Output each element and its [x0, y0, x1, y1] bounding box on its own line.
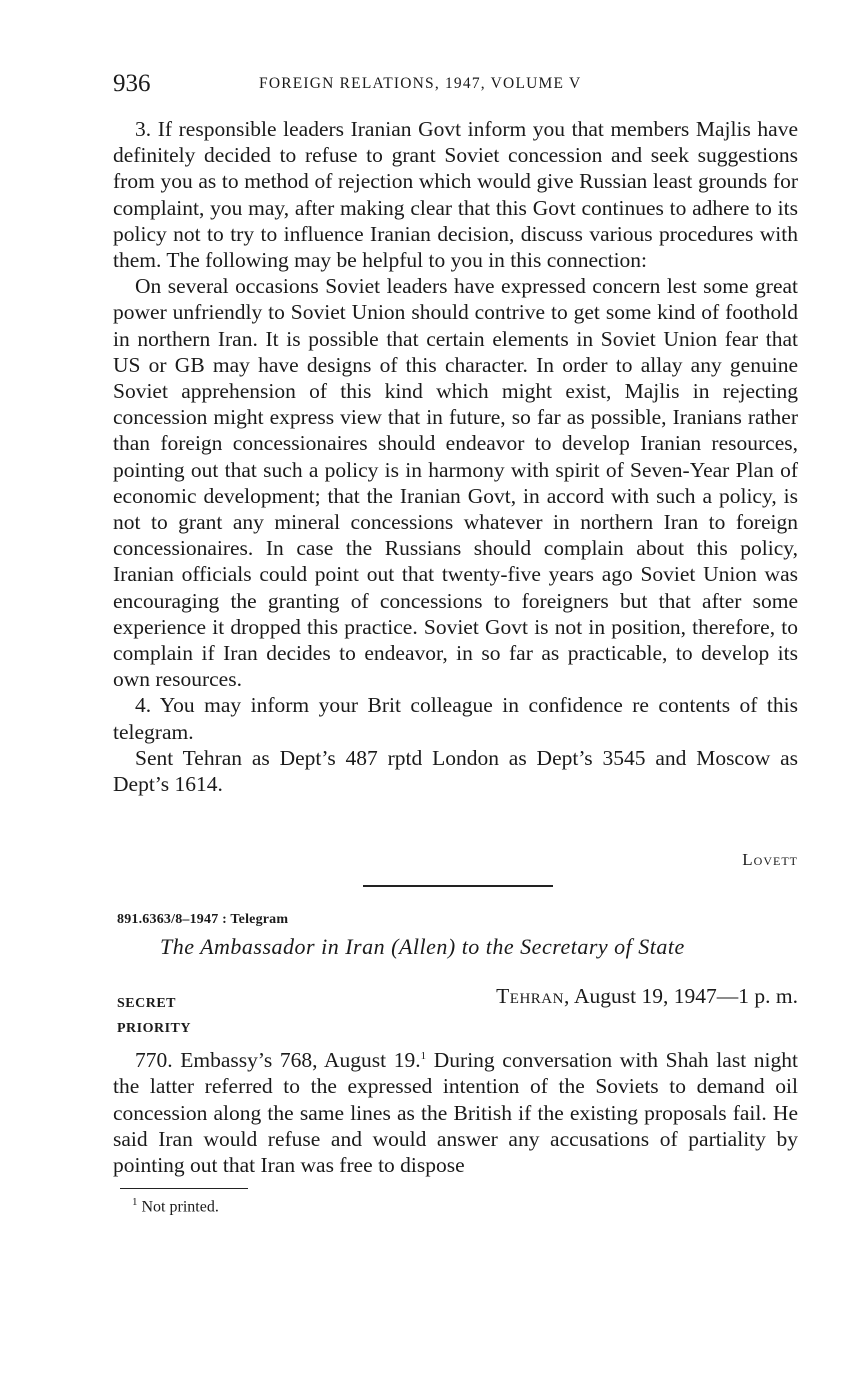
dateline-date: August 19, 1947—1 p. m. [569, 984, 798, 1008]
page-header [113, 70, 803, 100]
document-title: The Ambassador in Iran (Allen) to the Secretary of State [160, 934, 685, 959]
footnote-text: Not printed. [137, 1198, 219, 1216]
footnote [132, 1196, 219, 1216]
classification-block [117, 991, 191, 1041]
body-rest: During conversation with Shah last night the latter referred to the expressed intention of the Soviets to demand oil concession along the same lines as the British if the existing proposals fail. He said Iran would refuse and would answer any accusations of partiality by pointing out that Iran was free to dispose [113, 1048, 799, 1177]
signature-lovett: Lovett [742, 850, 798, 869]
page-number: 936 [113, 70, 151, 97]
dateline [496, 984, 798, 1009]
paragraph-770 [113, 1043, 798, 1178]
paragraph-3: 3. If responsible leaders Iranian Govt inform you that members Majlis have definitely decided to refuse to grant Soviet concession and seek suggestions from you as to method of rejection which would give Russian least grounds for complaint, you may, after making clear that this Govt continues to adhere to its policy not to try to influence Iranian decision, discuss various procedures with them. The following may be helpful to you in this connection: [113, 117, 798, 273]
dateline-city: Tehran, [496, 984, 570, 1008]
body-start: 770. Embassy’s 768, August 19. [135, 1048, 421, 1073]
footnote-divider [120, 1188, 248, 1189]
section-divider [363, 885, 553, 887]
paragraph-soviet-concern: On several occasions Soviet leaders have expressed concern lest some great power unfriendly to Soviet Union should contrive to get some kind of foothold in northern Iran. It is possible that certain elements in Soviet Union fear that US or GB may have designs of this character. In order to allay any genuine Soviet apprehension of this kind which might exist, Majlis in rejecting concession might express view that in future, so far as possible, Iranians rather than foreign concessionaires should endeavor to develop Iranian resources, pointing out that such a policy is in harmony with spirit of Seven-Year Plan of economic development; that the Iranian Govt, in accord with such a policy, is not to grant any mineral concessions whatever in northern Iran to foreign concessionaires. In case the Russians should complain about this policy, Iranian officials could point out that twenty-five years ago Soviet Union was encouraging the granting of concessions to foreigners but that after some experience it dropped this practice. Soviet Govt is not in position, therefore, to complain if Iran decides to endeavor, in so far as practicable, to develop its own resources. [113, 274, 798, 692]
routing-line: Sent Tehran as Dept’s 487 rptd London as Dept’s 3545 and Moscow as Dept’s 1614. [113, 745, 798, 797]
footnote-ref: 1 [420, 1050, 427, 1062]
precedence-priority: PRIORITY [117, 1021, 192, 1036]
classification-secret: SECRET [117, 996, 177, 1011]
telegram-2-body [113, 1043, 798, 1178]
paragraph-4: 4. You may inform your Brit colleague in confidence re contents of this telegram. [113, 693, 798, 744]
running-head: FOREIGN RELATIONS, 1947, VOLUME V [259, 75, 582, 92]
footnote-marker: 1 [132, 1196, 138, 1208]
telegram-1-body [113, 116, 798, 797]
file-number: 891.6363/8–1947 : Telegram [117, 912, 289, 927]
